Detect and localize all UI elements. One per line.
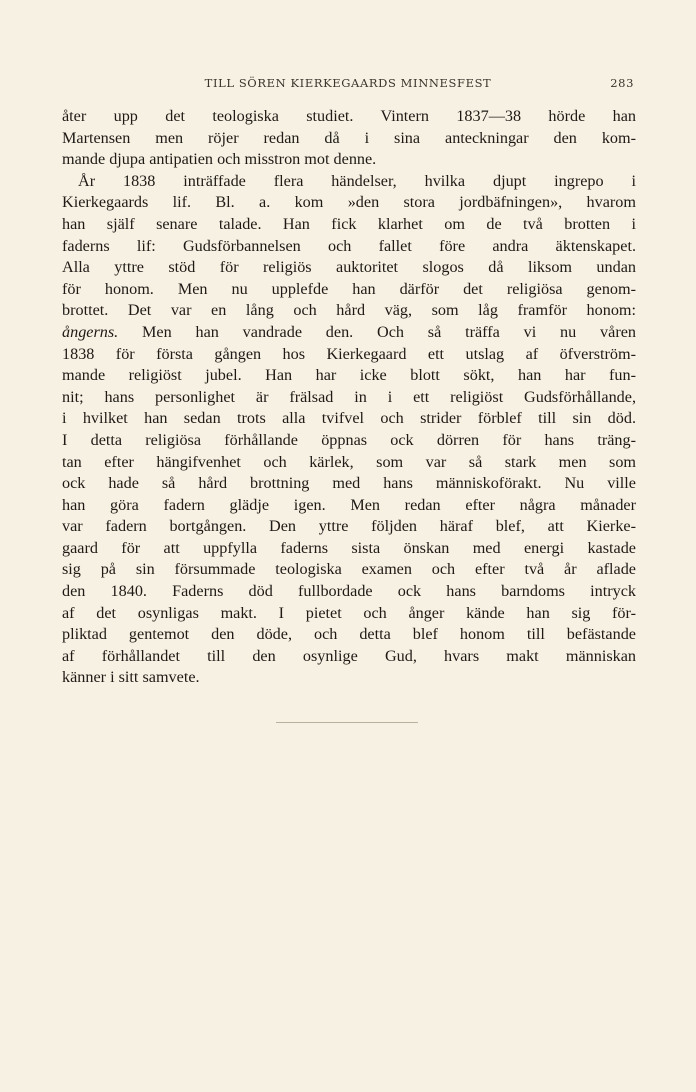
text-line-content: ångerns. Men han vandrade den. Och så träffa vi nu våren	[62, 322, 636, 341]
text-line: gaard för att uppfylla faderns sista önskan med energi kastade	[62, 538, 636, 557]
text-line: tan efter hängifvenhet och kärlek, som var så stark men som	[62, 452, 636, 471]
text-line: i hvilket han sedan trots alla tvifvel och strider förblef till sin död.	[62, 409, 636, 428]
text-line: År 1838 inträffade flera händelser, hvilka djupt ingrepo i	[78, 171, 636, 190]
text-line: ock hade så hård brottning med hans människoförakt. Nu ville	[62, 474, 636, 493]
emphasized-word: ångerns.	[62, 322, 119, 341]
text-line: den 1840. Faderns död fullbordade ock hans barndoms intryck	[62, 582, 636, 601]
text-line: mande djupa antipatien och misstron mot denne.	[62, 150, 377, 169]
text-line: sig på sin försummade teologiska examen och efter två år aflade	[62, 560, 636, 579]
text-line: känner i sitt samvete.	[62, 668, 200, 687]
text-line: af förhållandet till den osynlige Gud, hvars makt människan	[62, 646, 636, 665]
page-number: 283	[610, 76, 634, 90]
running-title: TILL SÖREN KIERKEGAARDS MINNESFEST	[204, 76, 492, 90]
body-text	[62, 106, 636, 689]
text-line: pliktad gentemot den döde, och detta blef honom till befästande	[62, 625, 636, 644]
text-line: brottet. Det var en lång och hård väg, som låg framför honom:	[62, 301, 636, 320]
text-line: Martensen men röjer redan då i sina anteckningar den kom-	[62, 128, 636, 147]
text-line: han själf senare talade. Han fick klarhet om de två brotten i	[62, 214, 636, 233]
page-header	[62, 76, 634, 94]
text-line: Alla yttre stöd för religiös auktoritet slogos då liksom undan	[62, 258, 636, 277]
text-line: faderns lif: Gudsförbannelsen och fallet före andra äktenskapet.	[62, 236, 636, 255]
text-line	[62, 322, 636, 344]
text-line: åter upp det teologiska studiet. Vintern 1837—38 hörde han	[62, 107, 636, 125]
text-line: I detta religiösa förhållande öppnas ock dörren för hans träng-	[62, 430, 636, 449]
text-line: mande religiöst jubel. Han har icke blott sökt, han har fun-	[62, 366, 636, 385]
text-line: var fadern bortgången. Den yttre följden häraf blef, att Kierke-	[62, 517, 636, 536]
text-line: Kierkegaards lif. Bl. a. kom »den stora jordbäfningen», hvarom	[62, 193, 636, 212]
text-line: 1838 för första gången hos Kierkegaard ett utslag af öfverström-	[62, 344, 636, 363]
text-line: af det osynligas makt. I pietet och ånger kände han sig för-	[62, 603, 636, 622]
text-line: nit; hans personlighet är frälsad in i ett religiöst Gudsförhållande,	[62, 387, 636, 406]
text-line: för honom. Men nu upplefde han därför det religiösa genom-	[62, 279, 636, 298]
section-divider	[276, 722, 418, 723]
text-line: han göra fadern glädje igen. Men redan efter några månader	[62, 495, 636, 514]
